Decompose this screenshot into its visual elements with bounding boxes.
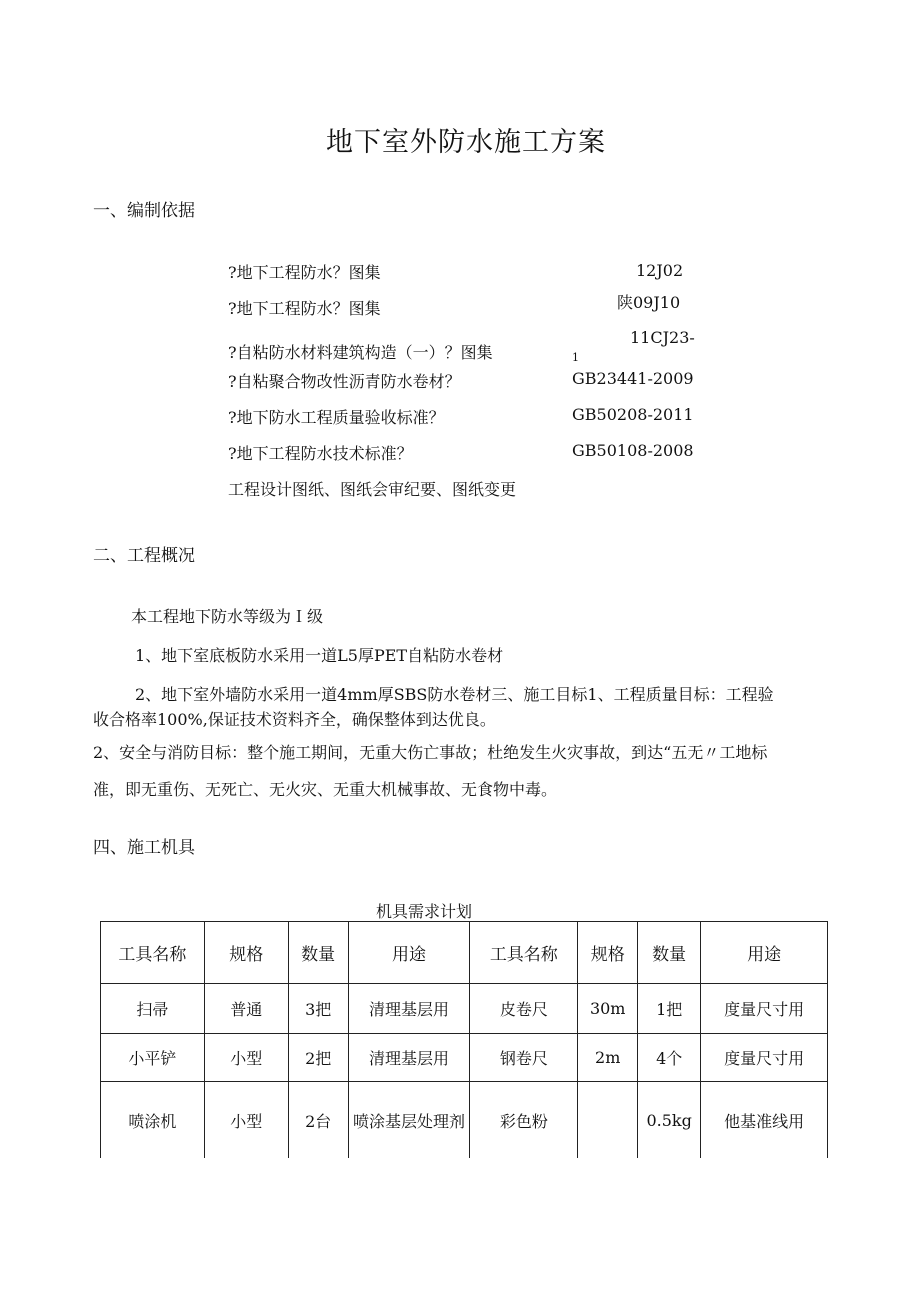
column-header: 规格	[578, 922, 638, 984]
column-header: 工具名称	[101, 922, 205, 984]
table-cell: 清理基层用	[348, 984, 470, 1034]
column-header: 用途	[701, 922, 828, 984]
table-row	[101, 1082, 828, 1159]
column-header: 用途	[348, 922, 470, 984]
safety-target-line2: 准，即无重伤、无死亡、无火灾、无重大机械事故、无食物中毒。	[93, 780, 558, 799]
section-heading-machinery: 四、施工机具	[93, 838, 195, 858]
table-cell: 0.5kg	[638, 1082, 701, 1159]
safety-target-line1: 2、安全与消防目标：整个施工期间，无重大伤亡事故；杜绝发生火灾事故，到达“五无〃工地标	[93, 743, 768, 762]
table-cell: 30m	[578, 984, 638, 1034]
table-cell: 小型	[204, 1034, 288, 1082]
reference-name: ?地下工程防水？图集	[228, 299, 381, 318]
table-cell	[578, 1082, 638, 1159]
table-cell: 小平铲	[101, 1034, 205, 1082]
table-cell: 喷涂机	[101, 1082, 205, 1159]
reference-name: ?地下防水工程质量验收标准？	[228, 408, 445, 427]
table-cell: 1把	[638, 984, 701, 1034]
table-caption: 机具需求计划	[376, 902, 473, 921]
overview-item-1: 1、地下室底板防水采用一道L5厚PET自粘防水卷材	[135, 646, 504, 665]
section-heading-basis: 一、编制依据	[93, 201, 195, 221]
table-cell: 2台	[288, 1082, 348, 1159]
reference-code: 12J02	[636, 261, 684, 280]
reference-code: GB23441-2009	[572, 369, 694, 388]
table-cell: 度量尺寸用	[701, 1034, 828, 1082]
overview-item-2-line1: 2、地下室外墙防水采用一道4mm厚SBS防水卷材三、施工目标1、工程质量目标：工程验	[135, 685, 774, 704]
table-header-row	[101, 922, 828, 984]
overview-item-2-line2: 收合格率100%,保证技术资料齐全，确保整体到达优良。	[93, 710, 496, 729]
reference-code: GB50108-2008	[572, 441, 694, 460]
table-cell: 清理基层用	[348, 1034, 470, 1082]
table-row	[101, 984, 828, 1034]
column-header: 数量	[288, 922, 348, 984]
reference-name: ?自粘防水材料建筑构造（一）？图集	[228, 343, 493, 362]
table-cell: 度量尺寸用	[701, 984, 828, 1034]
table-cell: 小型	[204, 1082, 288, 1159]
table-cell: 3把	[288, 984, 348, 1034]
waterproof-level-text: 本工程地下防水等级为Ｉ级	[131, 607, 324, 626]
reference-code: 陕09J10	[617, 293, 681, 312]
table-cell: 皮卷尺	[470, 984, 578, 1034]
reference-name: ?自粘聚合物改性沥青防水卷材？	[228, 372, 461, 391]
table-cell: 彩色粉	[470, 1082, 578, 1159]
table-row	[101, 1034, 828, 1082]
table-cell: 扫帚	[101, 984, 205, 1034]
table-cell: 他基准线用	[701, 1082, 828, 1159]
table-cell: 4个	[638, 1034, 701, 1082]
column-header: 规格	[204, 922, 288, 984]
table-cell: 喷涂基层处理剂	[348, 1082, 470, 1159]
table-cell: 2把	[288, 1034, 348, 1082]
reference-name: ?地下工程防水？图集	[228, 263, 381, 282]
column-header: 工具名称	[470, 922, 578, 984]
section-heading-overview: 二、工程概况	[93, 546, 195, 566]
reference-name: 工程设计图纸、图纸会审纪要、图纸变更	[228, 480, 517, 499]
table-cell: 普通	[204, 984, 288, 1034]
reference-code: 11CJ23-	[630, 328, 695, 347]
reference-code-tail: 1	[572, 351, 579, 364]
machinery-table	[100, 921, 828, 1158]
table-cell: 2m	[578, 1034, 638, 1082]
table-cell: 钢卷尺	[470, 1034, 578, 1082]
reference-code: GB50208-2011	[572, 405, 694, 424]
page-title: 地下室外防水施工方案	[326, 127, 606, 158]
column-header: 数量	[638, 922, 701, 984]
reference-name: ?地下工程防水技术标准？	[228, 444, 413, 463]
